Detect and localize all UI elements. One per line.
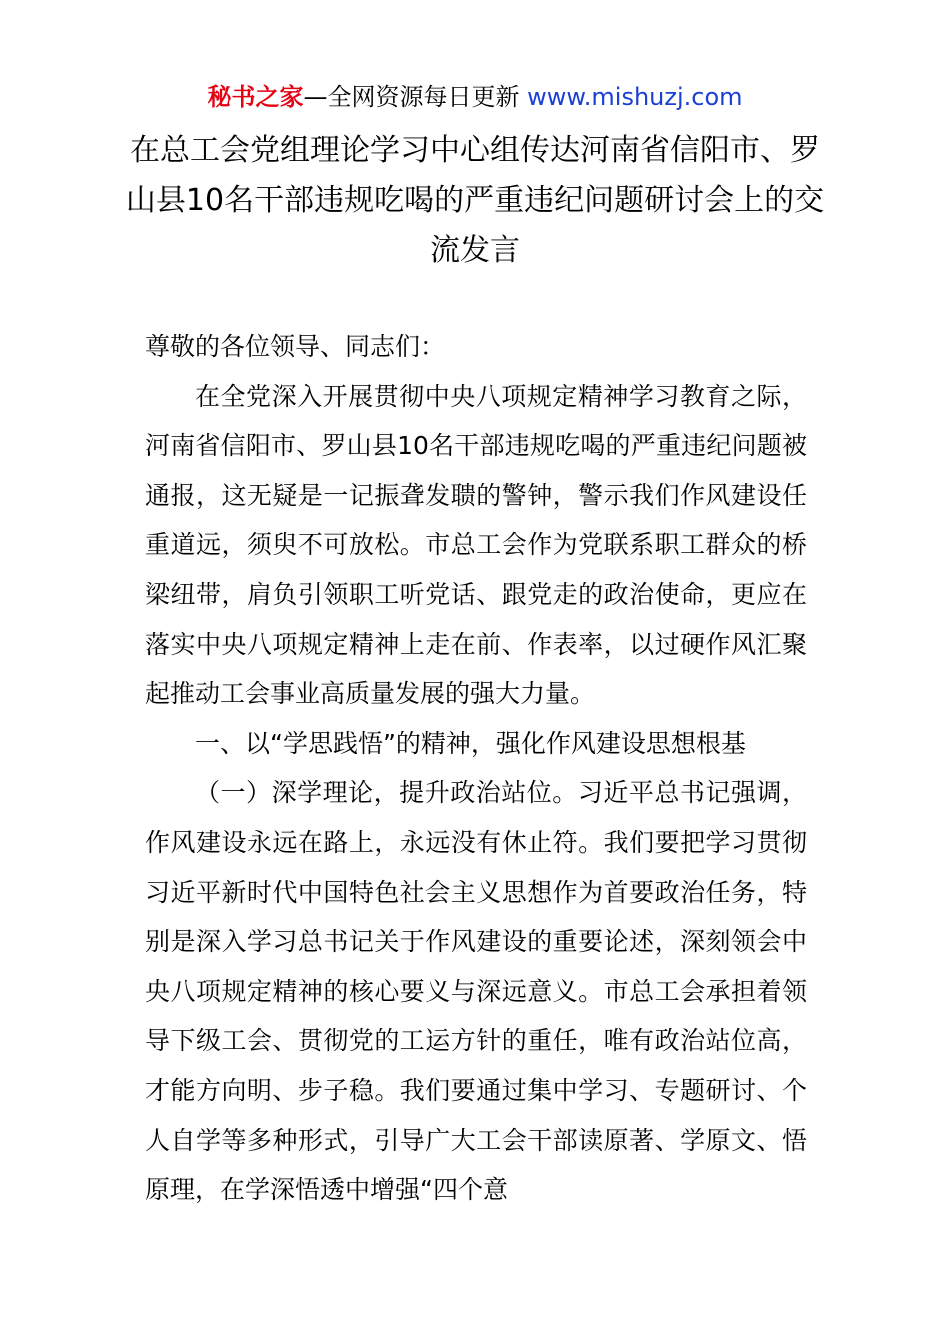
document-body [145,322,807,1215]
site-header [0,80,950,114]
paragraph-intro: 在全党深入开展贯彻中央八项规定精神学习教育之际，河南省信阳市、罗山县10名干部违规吃喝的严重违纪问题被通报，这无疑是一记振聋发聩的警钟，警示我们作风建设任重道远，须臾不可放松。市总工会作为党联系职工群众的桥梁纽带，肩负引领职工听党话、跟党走的政治使命，更应在落实中央八项规定精神上走在前、作表率，以过硬作风汇聚起推动工会事业高质量发展的强大力量。 [145,381,807,709]
header-tagline: —全网资源每日更新 [303,83,528,111]
site-url[interactable]: www.mishuzj.com [527,83,743,111]
salutation: 尊敬的各位领导、同志们： [145,332,446,361]
paragraph-section-1-1: （一）深学理论，提升政治站位。习近平总书记强调，作风建设永远在路上，永远没有休止符。我们要把学习贯彻习近平新时代中国特色社会主义思想作为首要政治任务，特别是深入学习总书记关于作风建设的重要论述，深刻领会中央八项规定精神的核心要义与深远意义。市总工会承担着领导下级工会、贯彻党的工运方针的重任，唯有政治站位高，才能方向明、步子稳。我们要通过集中学习、专题研讨、个人自学等多种形式，引导广大工会干部读原著、学原文、悟原理，在学深悟透中增强“四个意 [145,778,807,1205]
document-title: 在总工会党组理论学习中心组传达河南省信阳市、罗山县10名干部违规吃喝的严重违纪问题研讨会上的交流发言 [125,133,825,268]
brand-name: 秘书之家 [207,83,304,111]
section-heading-1: 一、以“学思践悟”的精神，强化作风建设思想根基 [195,728,746,758]
